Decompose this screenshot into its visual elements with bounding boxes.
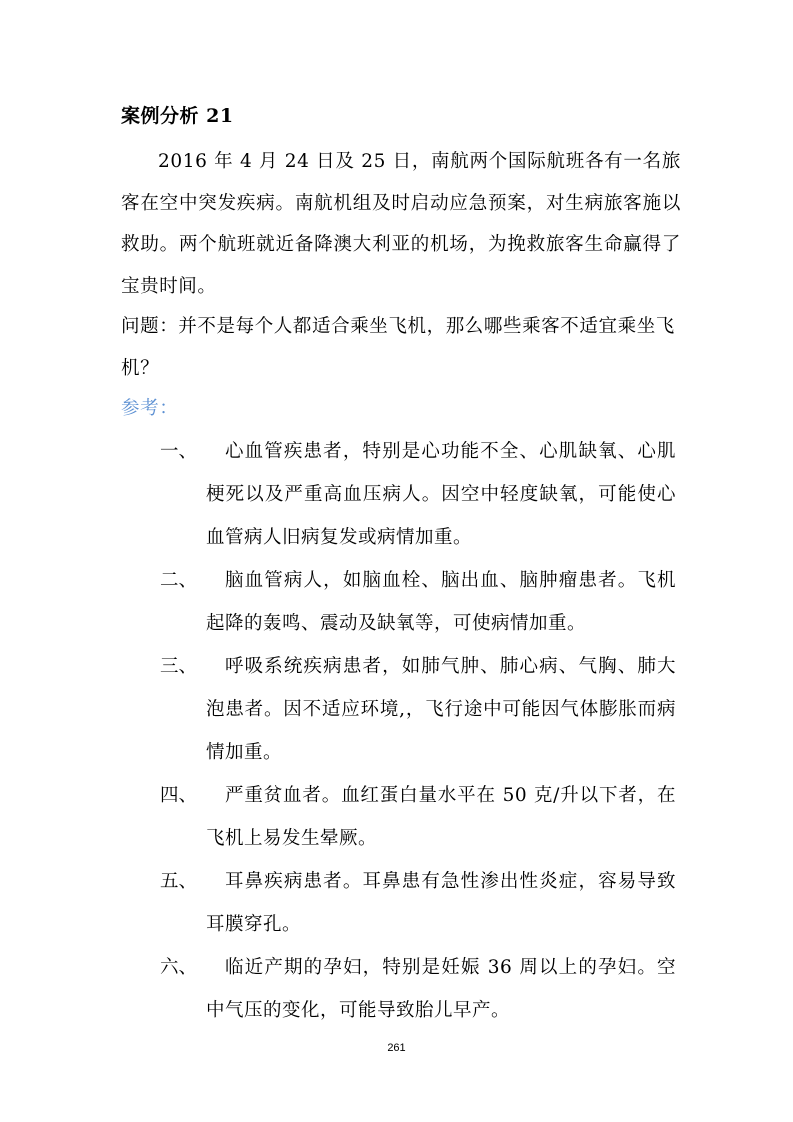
answer-item-number: 二、 (160, 570, 198, 591)
answer-item-number: 三、 (160, 656, 198, 677)
question-paragraph: 问题：并不是每个人都适合乘坐飞机，那么哪些乘客不适宜乘坐飞机？ (121, 316, 675, 379)
answer-item-number: 六、 (160, 957, 198, 978)
answer-item-number: 四、 (160, 785, 198, 806)
answer-item-text: 脑血管病人，如脑血栓、脑出血、脑肿瘤患者。飞机起降的轰鸣、震动及缺氧等，可使病情加重。 (206, 570, 676, 634)
reference-label: 参考： (121, 398, 179, 419)
answer-item-text: 耳鼻疾病患者。耳鼻患有急性渗出性炎症，容易导致耳膜穿孔。 (206, 871, 676, 935)
answer-item-text: 严重贫血者。血红蛋白量水平在 50 克/升以下者，在飞机上易发生晕厥。 (206, 785, 676, 849)
answer-item-text: 临近产期的孕妇，特别是妊娠 36 周以上的孕妇。空中气压的变化，可能导致胎儿早产。 (206, 957, 676, 1021)
case-intro-paragraph: 2016 年 4 月 24 日及 25 日，南航两个国际航班各有一名旅客在空中突发疾病。南航机组及时启动应急预案，对生病旅客施以救助。两个航班就近备降澳大利亚的机场，为挽救旅客生命赢得了宝贵时间。 (121, 151, 681, 297)
answer-item-text: 呼吸系统疾病患者，如肺气肿、肺心病、气胸、肺大泡患者。因不适应环境,，飞行途中可能因气体膨胀而病情加重。 (206, 656, 676, 763)
case-title: 案例分析 21 (121, 105, 234, 127)
answer-item-number: 五、 (160, 871, 198, 892)
answer-item-number: 一、 (160, 441, 198, 462)
page-number: 261 (387, 1042, 406, 1054)
answer-item-text: 心血管疾患者，特别是心功能不全、心肌缺氧、心肌梗死以及严重高血压病人。因空中轻度缺氧，可能使心血管病人旧病复发或病情加重。 (206, 441, 676, 548)
